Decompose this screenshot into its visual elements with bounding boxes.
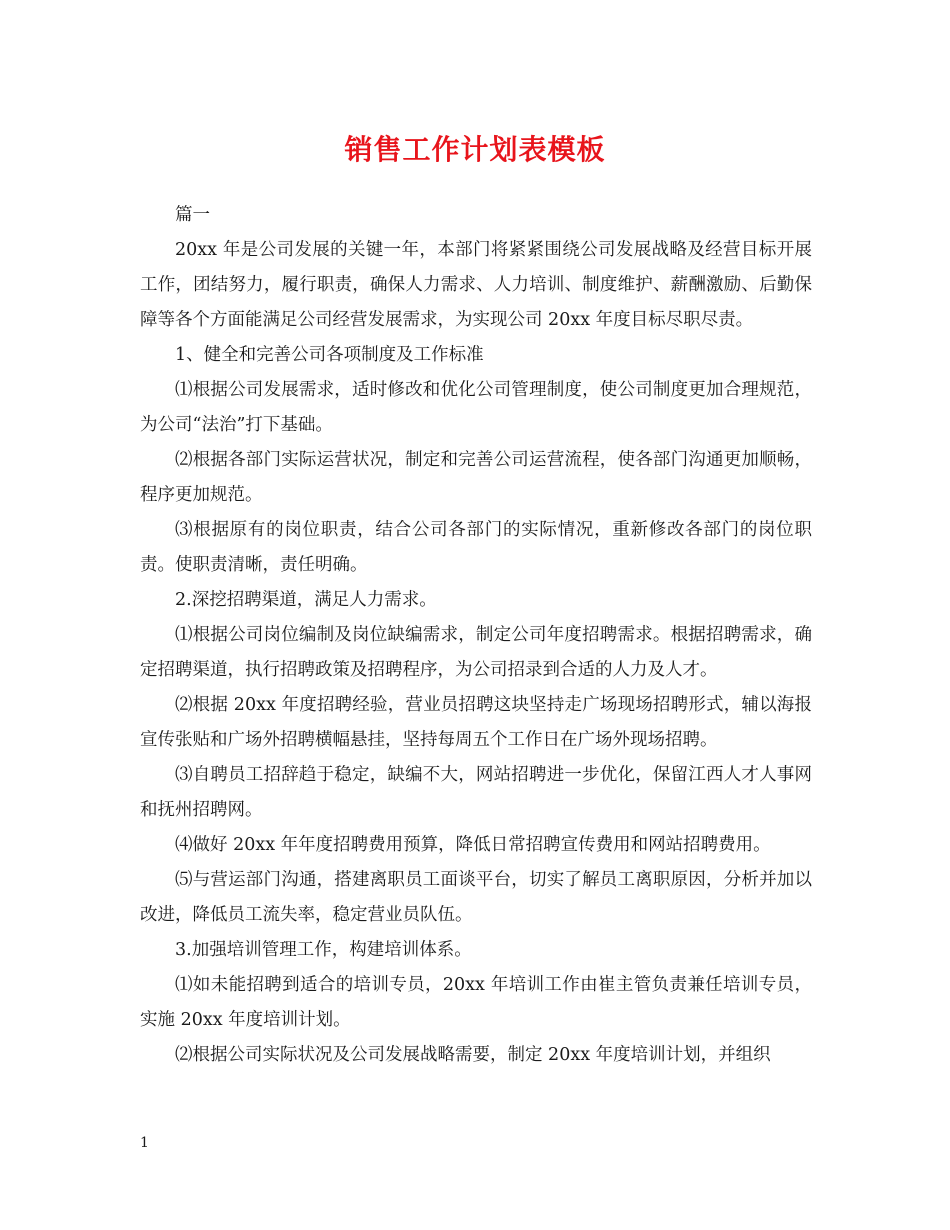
paragraph: 20xx 年是公司发展的关键一年，本部门将紧紧围绕公司发展战略及经营目标开展工作，团结努力，履行职责，确保人力需求、人力培训、制度维护、薪酬激励、后勤保障等各个方面能满足公司经营发展需求，为实现公司 20xx 年度目标尽职尽责。 xyxy=(140,240,812,330)
paragraph: ⑵根据 20xx 年度招聘经验，营业员招聘这块坚持走广场现场招聘形式，辅以海报宣传张贴和广场外招聘横幅悬挂，坚持每周五个工作日在广场外现场招聘。 xyxy=(140,695,812,750)
paragraph: ⑴根据公司岗位编制及岗位缺编需求，制定公司年度招聘需求。根据招聘需求，确定招聘渠道，执行招聘政策及招聘程序，为公司招录到合适的人力及人才。 xyxy=(140,625,812,680)
paragraph: ⑵根据各部门实际运营状况，制定和完善公司运营流程，使各部门沟通更加顺畅，程序更加规范。 xyxy=(140,450,812,505)
paragraph: ⑴如未能招聘到适合的培训专员，20xx 年培训工作由崔主管负责兼任培训专员，实施 20xx 年度培训计划。 xyxy=(140,975,812,1030)
paragraph: ⑸与营运部门沟通，搭建离职员工面谈平台，切实了解员工离职原因，分析并加以改进，降低员工流失率，稳定营业员队伍。 xyxy=(140,870,812,925)
paragraph: ⑶自聘员工招辞趋于稳定，缺编不大，网站招聘进一步优化，保留江西人才人事网和抚州招聘网。 xyxy=(140,765,812,820)
paragraph: ⑶根据原有的岗位职责，结合公司各部门的实际情况，重新修改各部门的岗位职责。使职责清晰，责任明确。 xyxy=(140,520,812,575)
paragraph: 1、健全和完善公司各项制度及工作标准 xyxy=(175,345,484,365)
paragraph: 篇一 xyxy=(175,205,210,225)
paragraph: 2.深挖招聘渠道，满足人力需求。 xyxy=(175,590,437,610)
document-body xyxy=(140,198,812,1073)
page-number: 1 xyxy=(140,1135,149,1151)
paragraph: ⑷做好 20xx 年年度招聘费用预算，降低日常招聘宣传费用和网站招聘费用。 xyxy=(175,835,771,855)
document-title: 销售工作计划表模板 xyxy=(344,133,606,166)
paragraph: ⑴根据公司发展需求，适时修改和优化公司管理制度，使公司制度更加合理规范，为公司“法治”打下基础。 xyxy=(140,380,812,435)
paragraph: 3.加强培训管理工作，构建培训体系。 xyxy=(175,940,472,960)
paragraph: ⑵根据公司实际状况及公司发展战略需要，制定 20xx 年度培训计划，并组织 xyxy=(175,1045,771,1065)
